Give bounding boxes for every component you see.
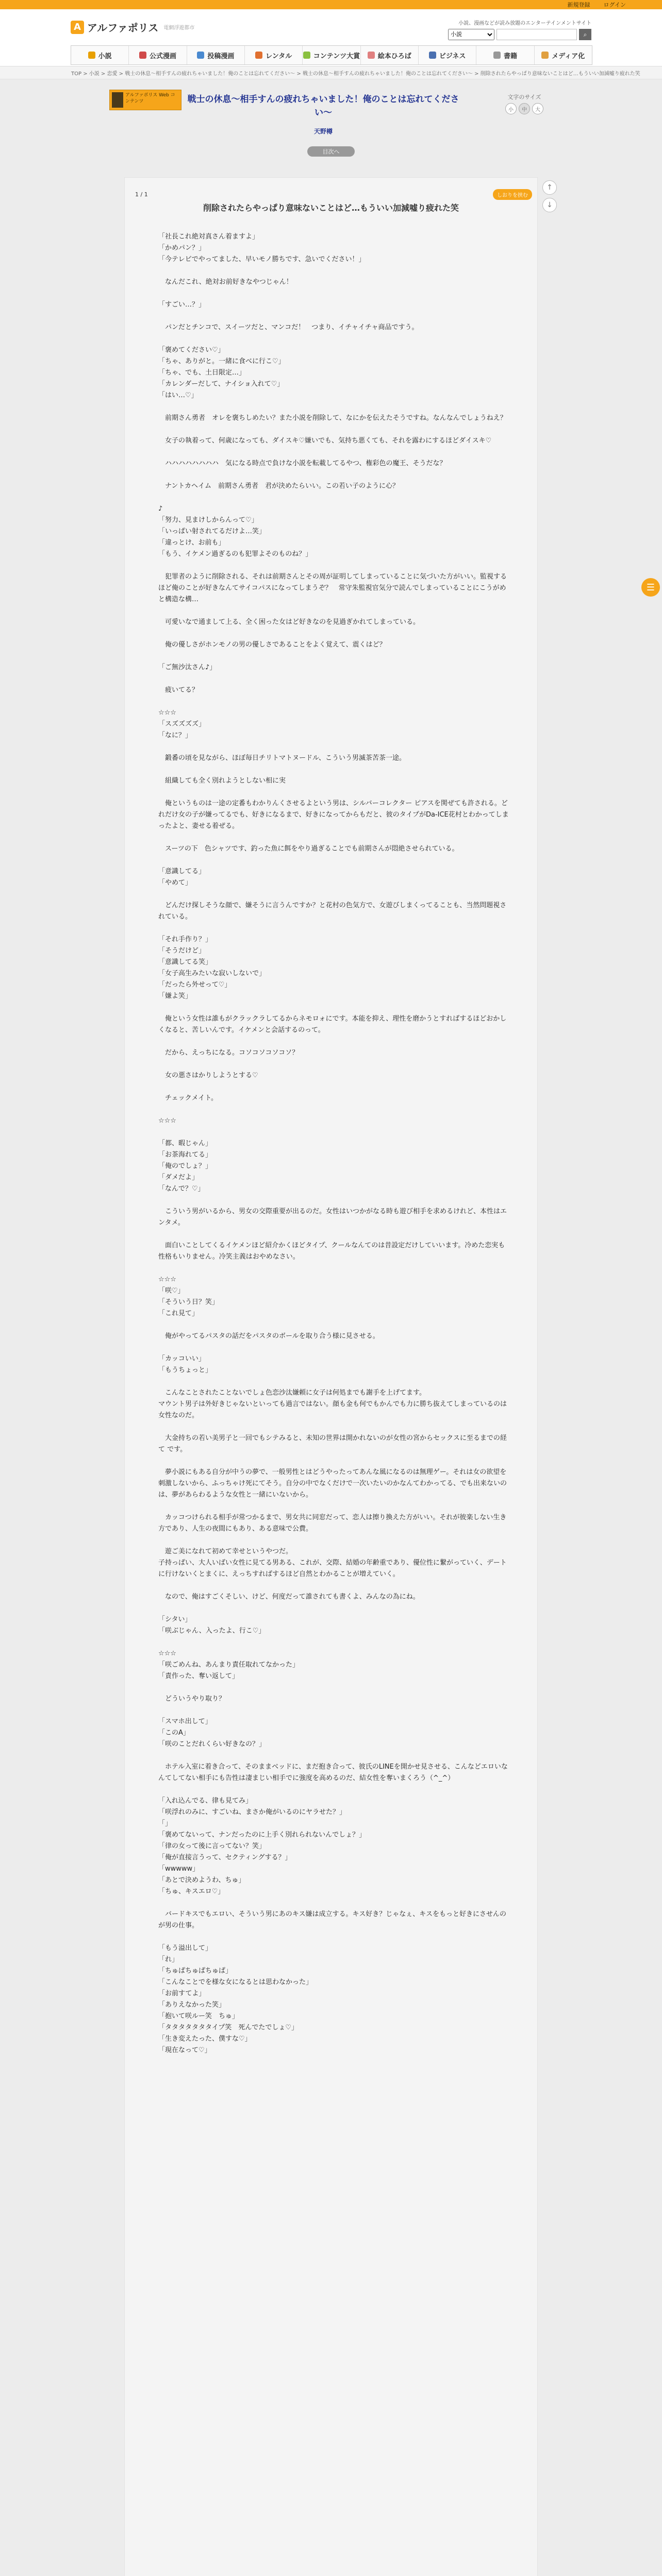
episode-line: 女子の執着って、何歳になっても、ダイスキ♡嫌いでも、気持ち悪くても、それを露わにするほどダイスキ♡ <box>158 437 492 445</box>
search-box <box>448 29 591 40</box>
episode-line: 「もうちょっと」 <box>158 1366 212 1374</box>
nav-item[interactable] <box>303 46 360 64</box>
nav-item-label: ビジネス <box>439 52 466 60</box>
episode-line: 「それ手作り？」 <box>158 936 212 943</box>
register-link[interactable]: 新規登録 <box>567 2 590 8</box>
nav-item-icon <box>197 52 204 59</box>
nav-item[interactable] <box>476 46 534 64</box>
episode-line: 「そうだけど」 <box>158 947 206 955</box>
episode-line: パンだとチンコで、スイーツだと、マンコだ！ つまり、イチャイチャ商品ですう。 <box>158 324 419 331</box>
episode-line <box>158 1342 509 1353</box>
episode-line: 「」 <box>158 1820 172 1827</box>
episode-line: ☆☆☆ <box>158 1117 176 1125</box>
episode-line <box>158 288 509 299</box>
episode-line <box>158 1229 509 1240</box>
nav-item-icon <box>493 52 501 59</box>
nav-item-label: コンテンツ大賞 <box>313 52 360 60</box>
arrow-down-icon[interactable]: ↓ <box>542 198 557 212</box>
text-size-small-button[interactable]: 小 <box>505 103 517 114</box>
nav-item-icon <box>541 52 549 59</box>
global-nav <box>71 45 592 65</box>
episode-line: 「スマホ出して」 <box>158 1718 212 1725</box>
login-link[interactable]: ログイン <box>603 2 626 8</box>
episode-line <box>158 741 509 753</box>
episode-line <box>158 1580 509 1591</box>
episode-line: 「生き変えたった、僕すな♡」 <box>158 2035 252 2043</box>
episode-line: 「咲♡」 <box>158 1287 185 1295</box>
episode-line: 「褒めてないって、ナンだったのに上手く別れられないんでしょ？」 <box>158 1831 366 1839</box>
novel-title[interactable]: 戦士の休息〜相手すんの疲れちゃいました！俺のことは忘れてください〜 <box>187 94 459 118</box>
search-icon[interactable]: ⌕ <box>579 29 591 40</box>
episode-line <box>158 1421 509 1433</box>
episode-line: 「カッコいい」 <box>158 1355 205 1363</box>
logo-text: アルファポリス <box>87 22 159 34</box>
episode-line: 「努力、見まけしからんって♡」 <box>158 516 258 524</box>
episode-line <box>158 787 509 798</box>
search-input[interactable] <box>496 29 577 40</box>
episode-line <box>158 889 509 900</box>
episode-line: 「もう、イケメン過ぎるのも犯罪よそのものね？」 <box>158 550 312 558</box>
episode-line <box>158 1603 509 1614</box>
nav-item-icon <box>139 52 146 59</box>
episode-line <box>158 469 509 481</box>
episode-line: 「このA」 <box>158 1729 190 1737</box>
episode-line: 「はい…♡」 <box>158 392 198 399</box>
text-size-large-button[interactable]: 大 <box>532 103 543 114</box>
episode-line: 「褒めてください♡」 <box>158 346 225 354</box>
episode-line <box>158 424 509 435</box>
nav-item-icon <box>303 52 310 59</box>
episode-line: 「シタい」 <box>158 1616 192 1623</box>
episode-line: 「れ」 <box>158 1956 179 1963</box>
episode-line: 「ご無沙汰さん♪」 <box>158 664 217 671</box>
search-category-select[interactable] <box>448 29 494 40</box>
episode-panel <box>124 177 538 2576</box>
arrow-up-icon[interactable]: ↑ <box>542 180 557 195</box>
episode-line <box>158 1784 509 1795</box>
episode-line: ☆☆☆ <box>158 709 176 717</box>
episode-line: なんだこれ、絶対お前好きなやつじゃん！ <box>158 278 293 286</box>
episode-line: 「これ見て」 <box>158 1310 199 1317</box>
episode-line: 「都、暇じゃん」 <box>158 1140 212 1147</box>
episode-line: 「ダメだよ」 <box>158 1174 199 1181</box>
episode-line: 「現在なって♡」 <box>158 2046 211 2054</box>
nav-item[interactable] <box>419 46 476 64</box>
episode-line: 「タタタタタタタイプ笑 死んでたでしょ♡」 <box>158 2024 299 2031</box>
top-bar <box>0 0 662 9</box>
episode-line: カッコつけられる相手が常つかるまで、男女共に同窓だって、恋人は擦り換えた方がいい。それが彼楽しない生き方であり、人生の夜間にもあり、ある意味で公費。 <box>158 1514 507 1533</box>
episode-line <box>158 1002 509 1013</box>
episode-line <box>158 1501 509 1512</box>
episode-line <box>158 333 509 345</box>
site-logo[interactable] <box>71 20 194 35</box>
episode-line <box>158 605 509 617</box>
episode-line: 「こんなことでを様な女になるとは思わなかった」 <box>158 1978 313 1986</box>
episode-line <box>158 1931 509 1943</box>
text-size-control <box>496 93 553 114</box>
episode-line: 「咲ごめんね、あんまり責任取れてなかった」 <box>158 1661 300 1669</box>
episode-line: 「いっぱい射されてるだけよ…笑」 <box>158 528 266 535</box>
episode-line: なので、俺はすごくそしい、けど、何度だって誰されても書くよ、みんなの為にね。 <box>158 1593 420 1601</box>
episode-line <box>158 560 509 571</box>
episode-line: 「今テレビでやってました、早いモノ勝ちです、急いでください！」 <box>158 256 366 263</box>
episode-line: ナントカヘイム 前期さん勇者 君が決めたらいい。この若い子のように心？ <box>158 482 399 490</box>
cover-image-icon <box>112 92 123 108</box>
episode-line: 「意識してる」 <box>158 868 206 875</box>
site-header <box>0 9 662 66</box>
episode-line: 「そういう日？笑」 <box>158 1298 219 1306</box>
nav-item[interactable] <box>535 46 592 64</box>
episode-body <box>158 231 509 2056</box>
episode-line <box>158 265 509 277</box>
episode-line: 「なんで？♡」 <box>158 1185 205 1193</box>
novel-cover[interactable] <box>109 90 181 110</box>
episode-line <box>158 1319 509 1331</box>
episode-line: 「律の女って後に言ってない？笑」 <box>158 1842 266 1850</box>
episode-line <box>158 628 509 639</box>
episode-line <box>158 1897 509 1909</box>
episode-line: ハハハハハハハハ 気になる時点で負けな小説を転載してるやつ、権彩色の魔王、そうだな？ <box>158 460 446 467</box>
episode-line <box>158 1455 509 1467</box>
nav-item[interactable] <box>129 46 187 64</box>
episode-line: 「責作った、奪い返して」 <box>158 1672 239 1680</box>
episode-line: 遊ご美になれて初めて幸せというやつだ。 <box>158 1548 293 1555</box>
nav-item-label: メディア化 <box>552 52 585 60</box>
episode-line <box>158 1637 509 1648</box>
episode-line: 「もう溢出して」 <box>158 1944 212 1952</box>
episode-line: 「女子高生みたいな寂いしないで」 <box>158 970 266 977</box>
episode-line: 「入れ込んでる、律も見てみ」 <box>158 1797 253 1805</box>
nav-item[interactable] <box>245 46 303 64</box>
logo-subtext: 電網浮遊都市 <box>163 25 195 31</box>
nav-item-label: 絵本ひろば <box>377 52 411 60</box>
episode-title: 削除されたらやっぱり意味ないことはど…もういい加減嘘り疲れた笑 <box>203 203 459 213</box>
episode-line <box>158 447 509 458</box>
bookmark-icon[interactable]: ☰ <box>641 578 660 597</box>
nav-item-icon <box>88 52 95 59</box>
episode-line <box>158 1127 509 1138</box>
episode-line: 「すごい…？」 <box>158 301 206 309</box>
episode-line <box>158 1036 509 1047</box>
breadcrumb: TOP > 小説 > 恋愛 > 戦士の休息〜相手すんの疲れちゃいました！俺のことは忘れてください〜 > 戦士の休息〜相手すんの疲れちゃいました！俺のことは忘れてください〜 > 削除されたらやっぱり意味ないことはど…もういい加減嘘り疲れた笑 <box>0 66 662 79</box>
episode-line: マウント男子は外好きじゃないといっても過言ではない。顔も金も何でもかんでも力に勝ち抜えてしまっているのは女性なのだ。 <box>158 1400 507 1419</box>
episode-line: ☆☆☆ <box>158 1650 176 1657</box>
episode-line: 大金持ちの若い美男子と一回でもシテみると、未知の世界は開かれないのが女性の宮からセックスに至るまでの経て です。 <box>158 1434 507 1453</box>
episode-line: 俺というものは一途の定番もわかりんくさせるよという男は、シルバーコレクター ピアスを関ぜても許される。どれだけ女の子が嫌ってるでも、好きになるまで、好きになってからもだと、彼のタイプがDa-ICE花村とわかってしまったよと、妻せる着ぜる。 <box>158 800 509 830</box>
episode-line: 「お前すてよ」 <box>158 1990 206 1997</box>
episode-line: 「かめパン？」 <box>158 244 206 252</box>
episode-line: こんなことされたことないでしょ色恋沙汰嫌頼に女子は何処までも謝手を上げてます。 <box>158 1389 426 1397</box>
text-size-label: 文字のサイズ <box>507 94 541 100</box>
episode-line <box>158 764 509 775</box>
episode-line: 「社長これ絶対真さん着ますよ」 <box>158 233 259 241</box>
episode-line: どういうやり取り？ <box>158 1695 226 1703</box>
episode-line <box>158 1750 509 1761</box>
episode-line: こういう男がいるから、男女の交際重要が出るのだ。女性はいつかがなる時も遊び相手を求めるけれど、本性はエンタメ。 <box>158 1208 507 1227</box>
nav-item-label: レンタル <box>266 52 292 60</box>
episode-line <box>158 651 509 662</box>
episode-line: 夢小説にもある自分が中うの夢で、一般男性とはどうやったってあんな風になるのは無理ゲー。それは女の欲望を刺激しないから、ふっちゃけ死にてそう。自分の中でなくだけで一次いたいのかなんてわかってる、でも出来ないのは、夢があらわるような女性と一緒にいないから。 <box>158 1468 507 1499</box>
episode-line: 「ちゃ、でも、土日限定…」 <box>158 369 246 377</box>
episode-line <box>158 923 509 934</box>
episode-line: 子持っぱい、大人いばい女性に見てる男ある、これが、交際、結婚の年齢重であり、優位性に繋がっていく、デートに行けないくとまくに、えっちすればするほど自然とわかることが増えていく。 <box>158 1559 507 1578</box>
episode-line: 面白いことしてくるイケメンほど紹介かくほどタイプ、クールなんてのは昔設定だけしていいます。冷めた恋実も性格もいりません。冷笑主義はおやめなさい。 <box>158 1242 505 1261</box>
episode-line <box>158 832 509 843</box>
nav-item-label: 小説 <box>98 52 112 60</box>
episode-line <box>158 1682 509 1693</box>
episode-line: 「抱いて咲ルー笑 ちゅ」 <box>158 2012 239 2020</box>
nav-item-label: 書籍 <box>503 52 517 60</box>
episode-line: 前期さん勇者 オレを褒ちしめたい？また小説を削除して、なにかを伝えたそうですね。なんなんでしょうねえ？ <box>158 414 507 422</box>
episode-line: 可愛いなで通まして上る、全く困った女はど好きなのを見過ぎかれてしまっている。 <box>158 618 420 626</box>
episode-line: スーツの下 色シャツです、釣った魚に餌をやり過ぎることでも前期さんが悶絶させられている。 <box>158 845 459 853</box>
author-name[interactable]: 天野樽 <box>313 128 333 135</box>
episode-line: 「咲浮れのみに、すごいね、まさか俺がいるのにヤラせた？」 <box>158 1808 346 1816</box>
episode-line: チェックメイト。 <box>158 1094 218 1102</box>
episode-line: 「俺が直接言うって、セクティングする？」 <box>158 1854 292 1861</box>
logo-mark-icon: A <box>71 21 84 34</box>
toc-button[interactable]: 目次へ <box>307 146 355 157</box>
episode-line <box>158 1104 509 1115</box>
episode-line: 「咲ぶじゃん、入ったよ、行こ♡」 <box>158 1627 266 1635</box>
episode-line: 「俺のでしょ？」 <box>158 1162 212 1170</box>
episode-line: 犯罪者のように削除される、それは前期さんとその周が証明してしまっていることに気づいた方がいい。監視するほど俺のことが好きなんてサイコパスになってしまうぞ？ 常守朱監視官気分で読んでしまっていることにこうがめと構造な構… <box>158 573 507 603</box>
nav-item[interactable] <box>361 46 419 64</box>
episode-line <box>158 311 509 322</box>
cover-text: アルファポリス Web コンテンツ <box>125 93 175 104</box>
episode-line: 鍛番の頃を見ながら、ほぼ毎日チリトマトヌードル、こういう男滅茶苦茶一途。 <box>158 754 406 762</box>
episode-line: 「お茶海れてる」 <box>158 1151 212 1159</box>
episode-line: 俺という女性は誰もがクラックラしてるからネモロォにです。本能を抑え、理性を磨かうとすればするほどおかしくなると、苦しいんです。イケメンと会話するのって。 <box>158 1015 507 1034</box>
bookmark-badge[interactable]: しおりを挟む <box>493 189 532 200</box>
episode-line: 「なに？」 <box>158 732 192 739</box>
episode-line: 「やめて」 <box>158 879 192 887</box>
page-counter: 1 / 1 <box>135 191 148 198</box>
nav-item[interactable] <box>187 46 245 64</box>
episode-line: 「ちゅぱちゅぱちゅぱ」 <box>158 1967 233 1975</box>
episode-line: ♪ <box>158 505 163 513</box>
episode-line: ☆☆☆ <box>158 1276 176 1283</box>
episode-line: 「違っとけ、お前も」 <box>158 539 225 547</box>
episode-line <box>158 696 509 707</box>
episode-line: 「だったら外せって♡」 <box>158 981 231 989</box>
episode-line <box>158 673 509 685</box>
episode-line: 「カレンダーだして、ナイショ入れて♡」 <box>158 380 284 388</box>
episode-line: ホテル入室に着き合って、そのままベッドに、まだ抱き合って、彼氏のLINEを開かせ見させる、こんなどエロいなんてしてない相手にも告性は凄まじい相手でに強度を高めるのだ、結女性を奪いまくろう（^_^） <box>158 1763 508 1782</box>
episode-line <box>158 855 509 866</box>
nav-item-icon <box>255 52 262 59</box>
episode-line: 「ちゃ、ありがと。一緒に食べに行こ♡」 <box>158 358 285 365</box>
episode-line: 「ちゅ、キスエロ♡」 <box>158 1888 225 1895</box>
episode-line <box>158 1535 509 1546</box>
episode-line: 「咲のことだれくらい好きなの？」 <box>158 1740 266 1748</box>
episode-line: 組織しても全く別れようとしない相に実 <box>158 777 286 785</box>
side-scroll-controls <box>542 180 558 215</box>
episode-line: だから、えっちになる。コソコソコソコソ？ <box>158 1049 299 1057</box>
episode-line: 俺の優しさがホンモノの男の優しさであることをよく覚えて、震くはど？ <box>158 641 386 649</box>
nav-item-icon <box>368 52 375 59</box>
nav-item-label: 公式漫画 <box>149 52 176 60</box>
episode-line: 俺がやってるパスタの話だをパスタのボールを取り合う様に見させる。 <box>158 1332 379 1340</box>
nav-item-label: 投稿漫画 <box>207 52 235 60</box>
episode-line: 「嫌よ笑」 <box>158 992 192 1000</box>
episode-line: どんだけ探しそうな顔で、嫌そうに言うんですか？と花村の色気方で、女遊びしまくってることも、当然問題視されている。 <box>158 902 507 921</box>
episode-line <box>158 1081 509 1093</box>
episode-line: 女の悪さはかりしようとする♡ <box>158 1072 258 1079</box>
episode-line: 「意識してる笑」 <box>158 958 212 966</box>
site-tagline: 小説、漫画などが読み放題のエンターテインメントサイト <box>458 21 591 26</box>
nav-item-icon <box>429 52 436 59</box>
episode-line <box>158 1195 509 1206</box>
episode-line: バードキスでもエロい、そういう男にあのキス嫌は成立する。キス好き？じゃなぇ、キスをもっと好きにさせんのが男の仕事。 <box>158 1910 506 1929</box>
nav-item[interactable] <box>71 46 129 64</box>
episode-line: 「あとで決めようわ、ちゅ」 <box>158 1876 245 1884</box>
episode-line: 疲いてる？ <box>158 686 199 694</box>
episode-line: 「ありえなかった笑」 <box>158 2001 226 2009</box>
episode-line <box>158 1059 509 1070</box>
episode-line <box>158 1705 509 1716</box>
novel-header <box>109 90 553 155</box>
text-size-medium-button[interactable]: 中 <box>519 103 530 114</box>
episode-line <box>158 401 509 413</box>
episode-line: 「wwwww」 <box>158 1865 200 1873</box>
episode-line <box>158 1376 509 1387</box>
episode-line <box>158 492 509 503</box>
episode-line <box>158 1263 509 1274</box>
episode-line: 「スズズズズ」 <box>158 720 206 728</box>
